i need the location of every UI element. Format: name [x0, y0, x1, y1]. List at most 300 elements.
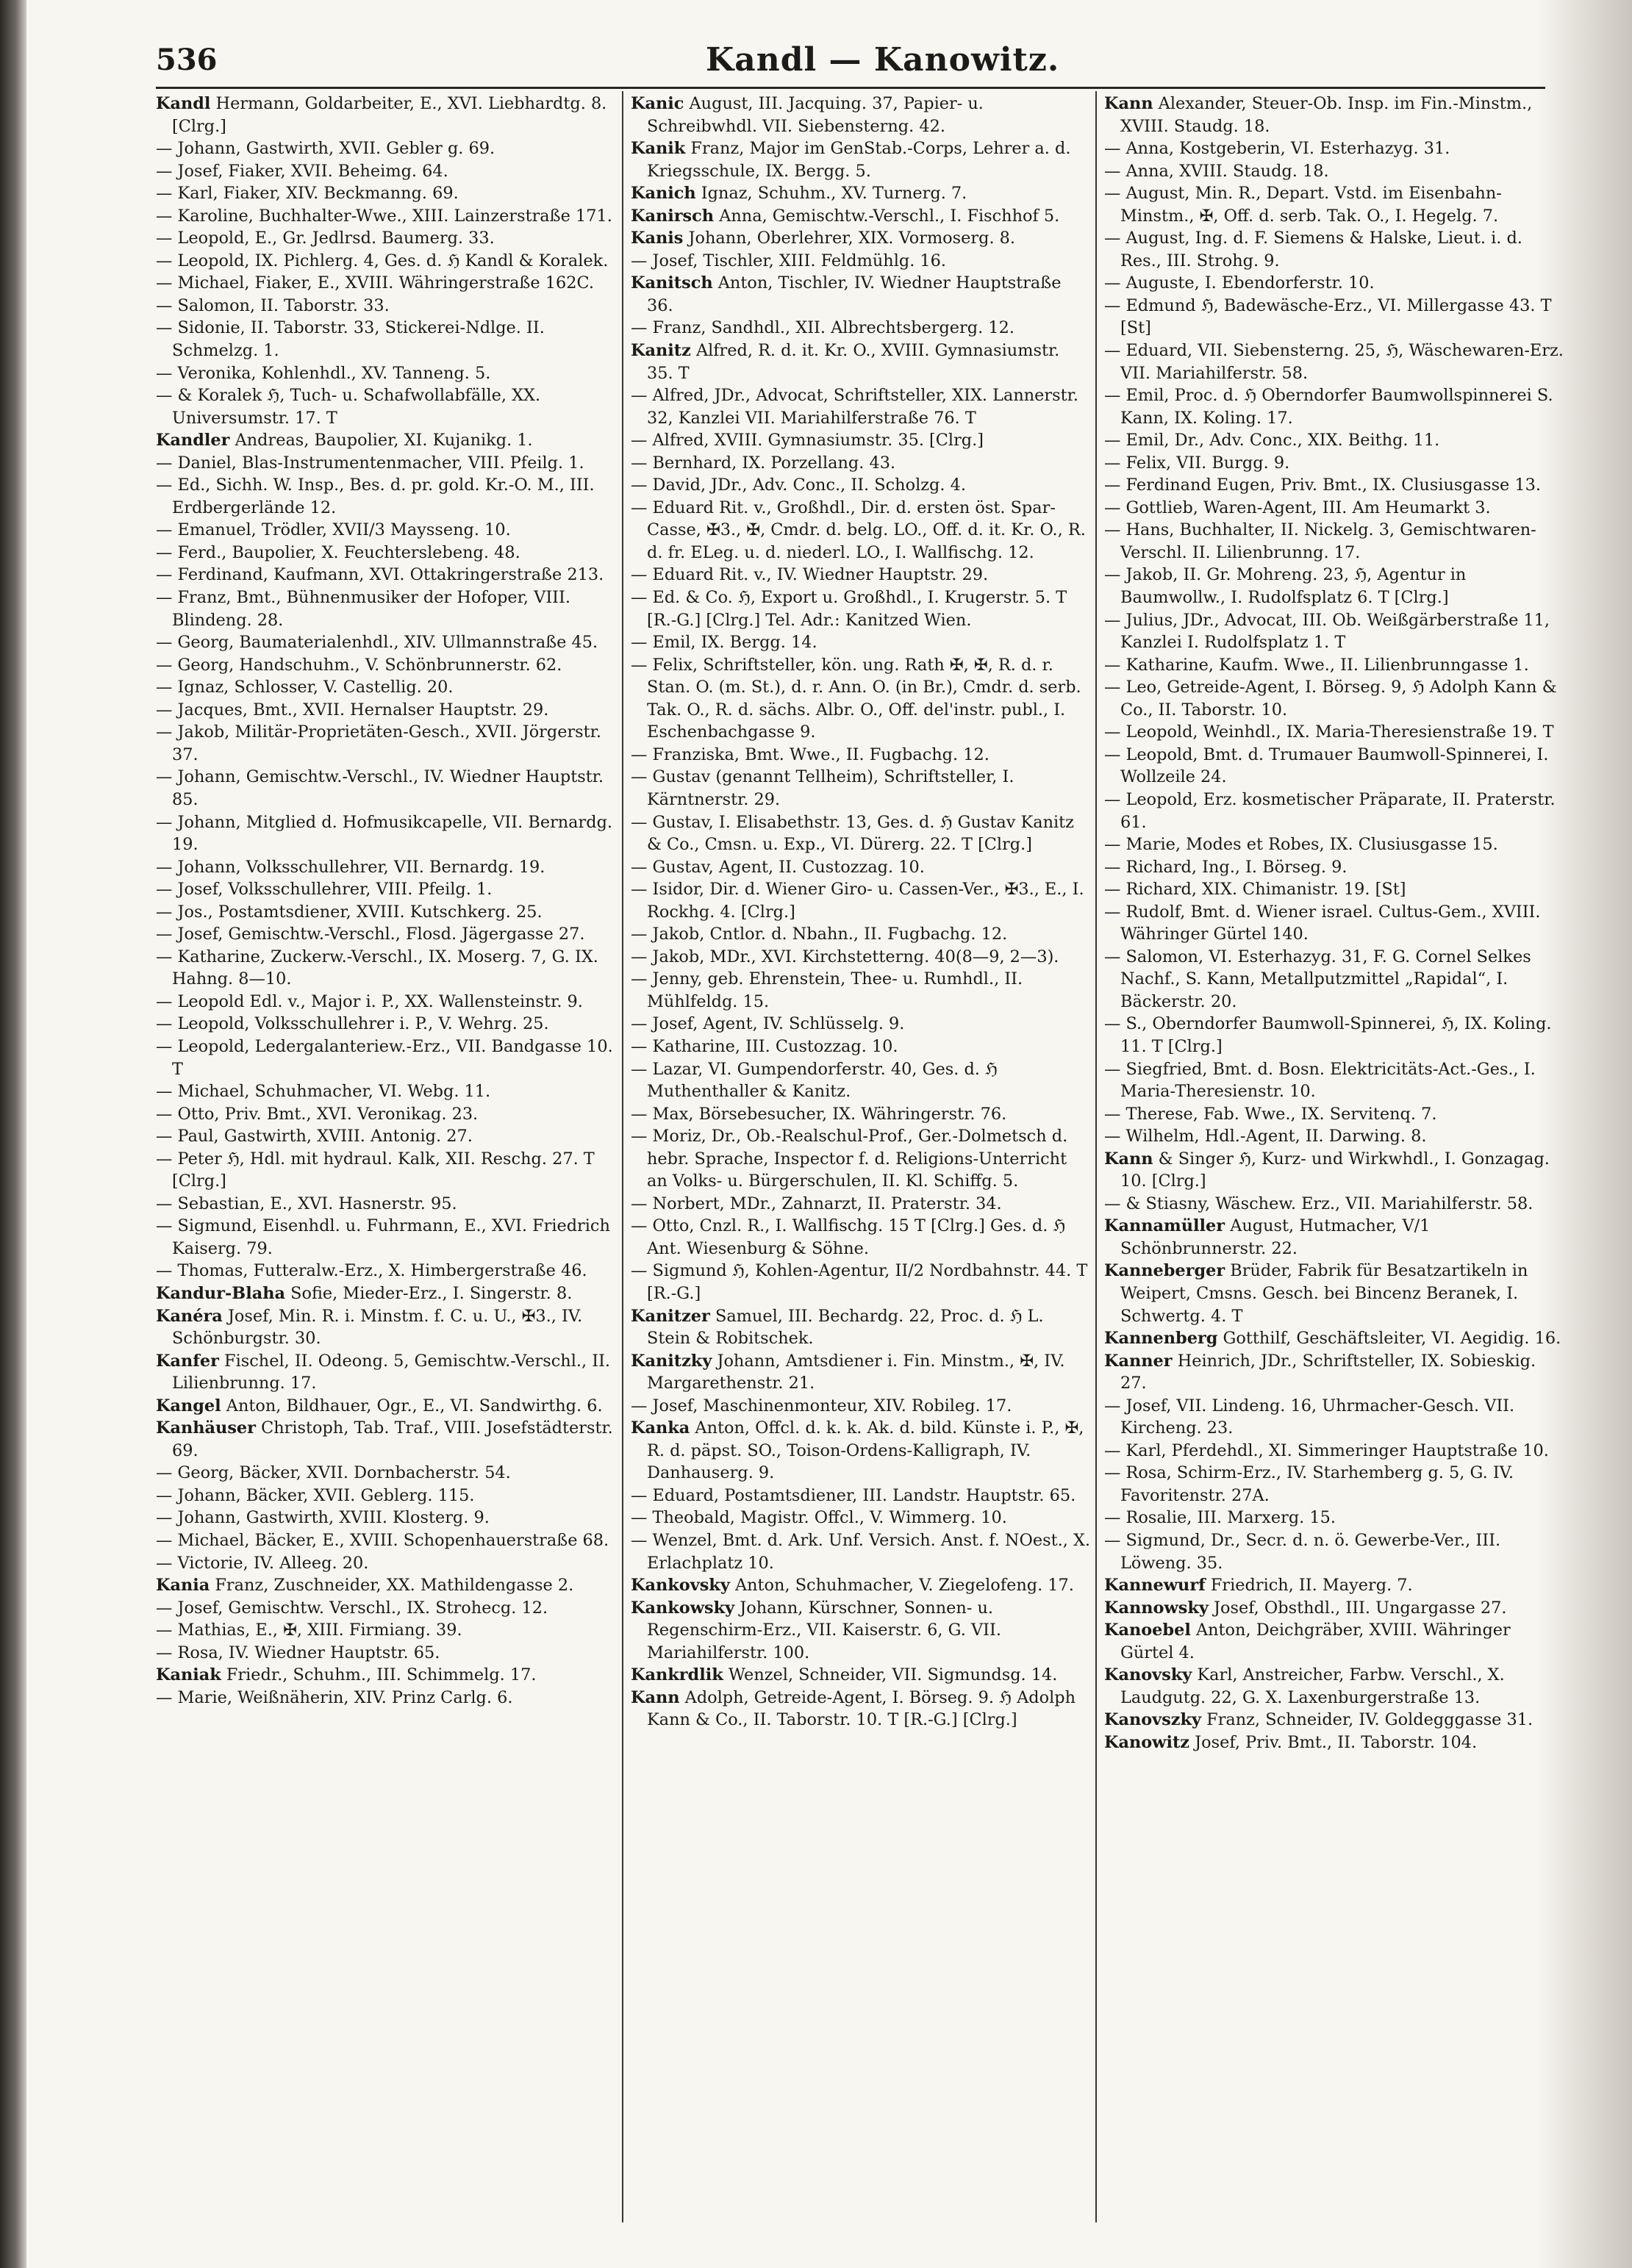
entry-text: Anna, Gemischtw.-Verschl., I. Fischhof 5. [719, 206, 1060, 226]
entry-text: — Rosa, Schirm-Erz., IV. Starhemberg g. 5, G. IV. Favoritenstr. 27A. [1104, 1463, 1514, 1505]
directory-entry [156, 1574, 616, 1597]
entry-text: August, III. Jacquing. 37, Papier- u. Schreibwhdl. VII. Siebensterng. 42. [647, 94, 984, 136]
directory-entry [156, 901, 616, 924]
directory-entry [631, 1529, 1091, 1574]
directory-entry [156, 362, 616, 385]
page-number: 536 [156, 43, 218, 77]
entry-surname: Kanic [631, 94, 684, 113]
entry-text: — Eduard, Postamtsdiener, III. Landstr. Hauptstr. 65. [631, 1485, 1076, 1505]
entry-text: — Bernhard, IX. Porzellang. 43. [631, 453, 896, 473]
directory-entry [1104, 384, 1564, 429]
directory-entry [631, 811, 1091, 856]
entry-text: Johann, Oberlehrer, XIX. Vormoserg. 8. [688, 229, 1016, 248]
directory-entry [631, 250, 1091, 273]
directory-entry [631, 856, 1091, 879]
entry-text: — Salomon, VI. Esterhazyg. 31, F. G. Cornel Selkes Nachf., S. Kann, Metallputzmittel „Rapidal“, I. Bäckerstr. 20. [1104, 947, 1531, 1011]
entry-text: — August, Ing. d. F. Siemens & Halske, Lieut. i. d. Res., III. Strohg. 9. [1104, 229, 1522, 270]
directory-entry [156, 1103, 616, 1126]
directory-entry [156, 1529, 616, 1552]
directory-entry [1104, 519, 1564, 564]
entry-text: Anton, Deichgräber, XVIII. Währinger Gürtel 4. [1120, 1621, 1511, 1662]
directory-entry [1104, 676, 1564, 721]
entry-text: — Sigmund, Dr., Secr. d. n. ö. Gewerbe-Ver., III. Löweng. 35. [1104, 1531, 1501, 1573]
directory-entry [156, 1619, 616, 1642]
entry-surname: Kannenberg [1104, 1329, 1218, 1349]
entry-text: — Jacques, Bmt., XVII. Hernalser Hauptstr. 29. [156, 700, 549, 719]
directory-entry [1104, 137, 1564, 160]
entry-text: — Marie, Weißnäherin, XIV. Prinz Carlg. 6. [156, 1687, 513, 1707]
entry-surname: Kanitz [631, 341, 691, 361]
entry-text: Christoph, Tab. Traf., VIII. Josefstädterstr. 69. [172, 1418, 613, 1460]
entry-text: — Leopold Edl. v., Major i. P., XX. Wallensteinstr. 9. [156, 991, 583, 1011]
directory-entry [156, 227, 616, 250]
entry-text: — Eduard Rit. v., IV. Wiedner Hauptstr. 29. [631, 565, 989, 585]
entry-text: — Sebastian, E., XVI. Hasnerstr. 95. [156, 1194, 457, 1213]
directory-entry [1104, 497, 1564, 520]
entry-text: Hermann, Goldarbeiter, E., XVI. Liebhardtg. 8. [Clrg.] [172, 94, 607, 136]
entry-text: Friedr., Schuhm., III. Schimmelg. 17. [226, 1665, 537, 1685]
entry-text: — Anna, XVIII. Staudg. 18. [1104, 161, 1329, 181]
running-head: Kandl — Kanowitz. [706, 41, 1060, 79]
directory-entry [631, 1664, 1091, 1687]
entry-text: Friedrich, II. Mayerg. 7. [1210, 1576, 1413, 1596]
entry-text: — Alfred, XVIII. Gymnasiumstr. 35. [Clrg.] [631, 431, 984, 451]
entry-surname: Kanis [631, 229, 684, 248]
directory-entry [631, 205, 1091, 228]
directory-entry [631, 429, 1091, 452]
directory-entry [156, 654, 616, 677]
entry-surname: Kanitsch [631, 273, 713, 293]
directory-entry [156, 699, 616, 722]
directory-entry [1104, 1395, 1564, 1440]
entry-text: — Josef, Gemischtw. Verschl., IX. Strohecg. 12. [156, 1598, 548, 1618]
entry-surname: Kaniak [156, 1665, 221, 1685]
directory-entry [631, 923, 1091, 946]
entry-surname: Kangel [156, 1396, 221, 1415]
entry-text: — Josef, Fiaker, XVII. Beheimg. 64. [156, 161, 448, 181]
entry-surname: Kannowsky [1104, 1598, 1209, 1618]
header-rule [156, 87, 1545, 89]
directory-entry [1104, 1350, 1564, 1395]
column-3 [1104, 93, 1564, 2224]
entry-text: Brüder, Fabrik für Besatzartikeln in Weipert, Cmsns. Gesch. bei Bincenz Beranek, I. Schwertg. 4. T [1120, 1261, 1528, 1326]
directory-entry [631, 1125, 1091, 1193]
directory-entry [156, 1597, 616, 1620]
directory-entry [1104, 1597, 1564, 1620]
entry-text: — Leopold, Weinhdl., IX. Maria-Theresienstraße 19. T [1104, 722, 1554, 742]
entry-surname: Kanner [1104, 1351, 1173, 1371]
entry-text: — Josef, Maschinenmonteur, XIV. Robileg. 17. [631, 1396, 1012, 1415]
entry-text: Sofie, Mieder-Erz., I. Singerstr. 8. [290, 1283, 573, 1303]
entry-surname: Kanirsch [631, 206, 715, 226]
entry-text: — Jakob, Cntlor. d. Nbahn., II. Fugbachg. 12. [631, 925, 1008, 944]
directory-entry [156, 1125, 616, 1148]
directory-entry [156, 384, 616, 429]
directory-entry [1104, 429, 1564, 452]
directory-entry [156, 205, 616, 228]
entry-text: Ignaz, Schuhm., XV. Turnerg. 7. [701, 184, 967, 204]
directory-entry [156, 878, 616, 901]
directory-entry [631, 564, 1091, 586]
entry-surname: Kanoebel [1104, 1621, 1191, 1640]
directory-entry [1104, 609, 1564, 654]
entry-text: — Leopold, Volksschullehrer i. P., V. Wehrg. 25. [156, 1014, 549, 1034]
entry-text: — Ferdinand Eugen, Priv. Bmt., IX. Clusiusgasse 13. [1104, 476, 1542, 495]
entry-text: — Felix, Schriftsteller, kön. ung. Rath ✠, ✠, R. d. r. Stan. O. (m. St.), d. r. Ann. O. (in Br.), Cmdr. d. serb. Tak. O., R. d. sächs. Albr. O., Off. del'instr. publ., I. Eschenbachgasse 9. [631, 655, 1081, 742]
entry-text: Josef, Min. R. i. Minstm. f. C. u. U., ✠3., IV. Schönburgstr. 30. [172, 1306, 583, 1349]
directory-entry [631, 744, 1091, 767]
entry-surname: Kanovsky [1104, 1665, 1192, 1685]
directory-entry [156, 1215, 616, 1260]
entry-surname: Kannamüller [1104, 1216, 1225, 1236]
directory-entry [156, 1507, 616, 1529]
entry-text: — Josef, Agent, IV. Schlüsselg. 9. [631, 1014, 905, 1034]
directory-entry [156, 272, 616, 295]
directory-entry [631, 654, 1091, 744]
directory-entry [1104, 227, 1564, 272]
entry-text: — Georg, Bäcker, XVII. Dornbacherstr. 54. [156, 1463, 511, 1483]
entry-surname: Kannewurf [1104, 1576, 1206, 1596]
directory-entry [631, 1305, 1091, 1350]
entry-text: — Karl, Fiaker, XIV. Beckmanng. 69. [156, 184, 459, 204]
directory-entry [1104, 856, 1564, 879]
entry-text: — Marie, Modes et Robes, IX. Clusiusgasse 15. [1104, 835, 1498, 855]
entry-text: Anton, Tischler, IV. Wiedner Hauptstraße 36. [647, 273, 1062, 315]
entry-text: — Rosalie, III. Marxerg. 15. [1104, 1508, 1336, 1528]
directory-entry [156, 1193, 616, 1216]
entry-text: — Anna, Kostgeberin, VI. Esterhazyg. 31. [1104, 139, 1450, 159]
entry-text: — Paul, Gastwirth, XVIII. Antonig. 27. [156, 1127, 473, 1146]
directory-entry [156, 811, 616, 856]
directory-entry [156, 1687, 616, 1709]
entry-text: — Ferdinand, Kaufmann, XVI. Ottakringerstraße 213. [156, 565, 604, 585]
entry-text: — Katharine, Zuckerw.-Verschl., IX. Moserg. 7, G. IX. Hahng. 8—10. [156, 947, 598, 989]
entry-text: — Isidor, Dir. d. Wiener Giro- u. Cassen-Ver., ✠3., E., I. Rockhg. 4. [Clrg.] [631, 880, 1084, 922]
entry-text: — Salomon, II. Taborstr. 33. [156, 295, 390, 315]
directory-entry [631, 272, 1091, 317]
entry-text: — Leopold, E., Gr. Jedlrsd. Baumerg. 33. [156, 229, 495, 248]
entry-surname: Kanitzer [631, 1306, 710, 1326]
entry-text: — Julius, JDr., Advocat, III. Ob. Weißgärberstraße 11, Kanzlei I. Rudolfsplatz 1. T [1104, 610, 1550, 653]
directory-entry [631, 227, 1091, 250]
entry-text: Anton, Schuhmacher, V. Ziegelofeng. 17. [734, 1576, 1074, 1596]
directory-entry [1104, 93, 1564, 137]
entry-text: Franz, Schneider, IV. Goldegggasse 31. [1206, 1710, 1533, 1730]
entry-text: — David, JDr., Adv. Conc., II. Scholzg. 4. [631, 476, 966, 495]
directory-entry [631, 497, 1091, 564]
directory-entry [631, 968, 1091, 1013]
entry-text: — Leopold, Erz. kosmetischer Präparate, II. Praterstr. 61. [1104, 789, 1556, 832]
entry-text: — Josef, VII. Lindeng. 16, Uhrmacher-Gesch. VII. Kircheng. 23. [1104, 1396, 1515, 1438]
directory-entry [156, 474, 616, 519]
entry-text: — Peter ℌ, Hdl. mit hydraul. Kalk, XII. Reschg. 27. T [Clrg.] [156, 1149, 595, 1191]
entry-text: — Eduard, VII. Siebensterng. 25, ℌ, Wäschewaren-Erz. VII. Mariahilferstr. 58. [1104, 341, 1564, 383]
entry-text: — Daniel, Blas-Instrumentenmacher, VIII. Pfeilg. 1. [156, 453, 584, 473]
entry-text: — Franziska, Bmt. Wwe., II. Fugbachg. 12. [631, 744, 989, 764]
entry-text: Fischel, II. Odeong. 5, Gemischtw.-Verschl., II. Lilienbrunng. 17. [172, 1351, 611, 1393]
directory-entry [631, 93, 1091, 137]
entry-text: — Ed. & Co. ℌ, Export u. Großhdl., I. Krugerstr. 5. T [R.-G.] [Clrg.] Tel. Adr.: Kanitzed Wien. [631, 588, 1067, 630]
directory-entry [631, 1013, 1091, 1036]
entry-text: — Alfred, JDr., Advocat, Schriftsteller, XIX. Lannerstr. 32, Kanzlei VII. Mariahilferstraße 76. T [631, 386, 1078, 428]
entry-text: — August, Min. R., Depart. Vstd. im Eisenbahn-Minstm., ✠, Off. d. serb. Tak. O., I. Hegelg. 7. [1104, 184, 1502, 226]
entry-text: Alexander, Steuer-Ob. Insp. im Fin.-Minstm., XVIII. Staudg. 18. [1120, 94, 1533, 136]
entry-text: — Gottlieb, Waren-Agent, III. Am Heumarkt 3. [1104, 498, 1491, 517]
entry-text: Karl, Anstreicher, Farbw. Verschl., X. Laudgutg. 22, G. X. Laxenburgerstraße 13. [1120, 1665, 1505, 1707]
directory-entry [156, 295, 616, 317]
column-2 [631, 93, 1091, 2224]
directory-entry [1104, 901, 1564, 946]
directory-entry [156, 519, 616, 542]
entry-surname: Kanneberger [1104, 1261, 1225, 1281]
entry-text: — Johann, Volksschullehrer, VII. Bernardg. 19. [156, 857, 545, 877]
directory-entry [631, 474, 1091, 497]
directory-entry [631, 340, 1091, 384]
entry-text: — Leopold, Bmt. d. Trumauer Baumwoll-Spinnerei, I. Wollzeile 24. [1104, 744, 1549, 787]
entry-text: — Katharine, Kaufm. Wwe., II. Lilienbrunngasse 1. [1104, 655, 1529, 675]
directory-entry [631, 631, 1091, 654]
column-divider [622, 91, 623, 2222]
directory-entry [156, 317, 616, 362]
entry-text: — Leopold, Ledergalanteriew.-Erz., VII. Bandgasse 10. T [156, 1036, 613, 1079]
entry-surname: Kann [1104, 1149, 1153, 1169]
entry-text: — Edmund ℌ, Badewäsche-Erz., VI. Millergasse 43. T [St] [1104, 295, 1552, 338]
entry-text: Josef, Obsthdl., III. Ungargasse 27. [1214, 1598, 1507, 1618]
entry-text: — Sigmund ℌ, Kohlen-Agentur, II/2 Nordbahnstr. 44. T [R.-G.] [631, 1261, 1088, 1303]
entry-text: — Ferd., Baupolier, X. Feuchterslebeng. 48. [156, 542, 520, 562]
directory-entry [1104, 1058, 1564, 1103]
directory-entry [156, 160, 616, 183]
entry-text: — Leo, Getreide-Agent, I. Börseg. 9, ℌ Adolph Kann & Co., II. Taborstr. 10. [1104, 678, 1557, 719]
entry-text: — Georg, Baumaterialenhdl., XIV. Ullmannstraße 45. [156, 633, 598, 653]
directory-entry [1104, 564, 1564, 609]
directory-entry [1104, 1731, 1564, 1754]
directory-entry [156, 1305, 616, 1350]
entry-text: Samuel, III. Bechardg. 22, Proc. d. ℌ L. Stein & Robitschek. [647, 1306, 1044, 1349]
entry-text: — Emil, IX. Bergg. 14. [631, 633, 817, 653]
entry-text: & Singer ℌ, Kurz- und Wirkwhdl., I. Gonzagag. 10. [Clrg.] [1120, 1149, 1550, 1191]
directory-entry [1104, 1103, 1564, 1126]
directory-entry [156, 1013, 616, 1036]
directory-entry [631, 1260, 1091, 1305]
entry-text: — Moriz, Dr., Ob.-Realschul-Prof., Ger.-Dolmetsch d. hebr. Sprache, Inspector f. d. Religions-Unterricht an Volks- u. Bürgerschulen, II. Kl. Schiffg. 5. [631, 1127, 1068, 1191]
directory-entry [631, 384, 1091, 429]
entry-text: August, Hutmacher, V/1 Schönbrunnerstr. 22. [1120, 1216, 1431, 1258]
entry-text: Adolph, Getreide-Agent, I. Börseg. 9. ℌ Adolph Kann & Co., II. Taborstr. 10. T [R.-G.] [Clrg.] [647, 1687, 1076, 1730]
directory-entry [156, 1664, 616, 1687]
entry-text: — Mathias, E., ✠, XIII. Firmiang. 39. [156, 1621, 462, 1640]
directory-entry [1104, 1709, 1564, 1731]
directory-entry [631, 1103, 1091, 1126]
entry-surname: Kanich [631, 184, 696, 204]
directory-entry [156, 564, 616, 586]
entry-text: — Otto, Cnzl. R., I. Wallfischg. 15 T [Clrg.] Ges. d. ℌ Ant. Wiesenburg & Söhne. [631, 1216, 1066, 1258]
entry-surname: Kandler [156, 431, 230, 451]
entry-text: — Gustav, I. Elisabethstr. 13, Ges. d. ℌ Gustav Kanitz & Co., Cmsn. u. Exp., VI. Dürerg. 22. T [Clrg.] [631, 812, 1074, 855]
directory-entry [1104, 721, 1564, 744]
entry-text: — Wilhelm, Hdl.-Agent, II. Darwing. 8. [1104, 1127, 1427, 1146]
directory-entry [1104, 833, 1564, 856]
directory-entry [1104, 474, 1564, 497]
entry-text: Alfred, R. d. it. Kr. O., XVIII. Gymnasiumstr. 35. T [647, 341, 1060, 383]
entry-text: Anton, Bildhauer, Ogr., E., VI. Sandwirthg. 6. [226, 1396, 603, 1415]
entry-text: — Johann, Gemischtw.-Verschl., IV. Wiedner Hauptstr. 85. [156, 767, 604, 809]
entry-text: — Veronika, Kohlenhdl., XV. Tanneng. 5. [156, 363, 491, 383]
entry-text: — Hans, Buchhalter, II. Nickelg. 3, Gemischtwaren-Verschl. II. Lilienbrunng. 17. [1104, 520, 1536, 562]
entry-text: — Emanuel, Trödler, XVII/3 Maysseng. 10. [156, 520, 511, 540]
entry-surname: Kankovsky [631, 1576, 730, 1596]
entry-text: — Theobald, Magistr. Offcl., V. Wimmerg. 10. [631, 1508, 1007, 1528]
entry-text: Franz, Zuschneider, XX. Mathildengasse 2. [215, 1576, 574, 1596]
entry-text: — Richard, XIX. Chimanistr. 19. [St] [1104, 880, 1406, 900]
directory-entry [631, 317, 1091, 340]
directory-entry [631, 1036, 1091, 1058]
entry-text: — Jakob, Militär-Proprietäten-Gesch., XVII. Jörgerstr. 37. [156, 722, 602, 764]
entry-text: — Siegfried, Bmt. d. Bosn. Elektricitäts-Act.-Ges., I. Maria-Theresienstr. 10. [1104, 1059, 1536, 1102]
directory-entry [1104, 1260, 1564, 1327]
directory-entry [156, 250, 616, 273]
entry-surname: Kanik [631, 139, 686, 159]
entry-text: — Karl, Pferdehdl., XI. Simmeringer Hauptstraße 10. [1104, 1440, 1549, 1460]
directory-entry [156, 923, 616, 946]
entry-text: — Therese, Fab. Wwe., IX. Servitenq. 7. [1104, 1104, 1437, 1124]
directory-entry [1104, 654, 1564, 677]
directory-entry [156, 137, 616, 160]
directory-entry [631, 766, 1091, 811]
entry-text: — Josef, Volksschullehrer, VIII. Pfeilg. 1. [156, 880, 493, 900]
entry-text: Johann, Kürschner, Sonnen- u. Regenschirm-Erz., VII. Kaiserstr. 6, G. VII. Mariahilferstr. 100. [647, 1598, 1001, 1662]
directory-entry [631, 452, 1091, 475]
entry-text: — Johann, Bäcker, XVII. Geblerg. 115. [156, 1485, 475, 1505]
entry-text: — Max, Börsebesucher, IX. Währingerstr. 76. [631, 1104, 1007, 1124]
entry-text: — Thomas, Futteralw.-Erz., X. Himbergerstraße 46. [156, 1261, 587, 1281]
entry-surname: Kanovszky [1104, 1710, 1202, 1730]
entry-text: — Leopold, IX. Pichlerg. 4, Ges. d. ℌ Kandl & Koralek. [156, 251, 609, 270]
directory-entry [1104, 1193, 1564, 1216]
directory-entry [1104, 272, 1564, 295]
directory-entry [156, 182, 616, 205]
entry-text: — Emil, Proc. d. ℌ Oberndorfer Baumwollspinnerei S. Kann, IX. Koling. 17. [1104, 386, 1553, 428]
entry-surname: Kandur-Blaha [156, 1283, 285, 1303]
directory-entry [156, 1417, 616, 1462]
directory-entry [156, 1395, 616, 1418]
directory-entry [631, 946, 1091, 969]
entry-text: — & Stiasny, Wäschew. Erz., VII. Mariahilferstr. 58. [1104, 1194, 1533, 1213]
entry-text: — Josef, Tischler, XIII. Feldmühlg. 16. [631, 251, 947, 270]
entry-text: — & Koralek ℌ, Tuch- u. Schafwollabfälle, XX. Universumstr. 17. T [156, 386, 541, 428]
directory-entry [1104, 946, 1564, 1013]
entry-surname: Kanitzky [631, 1351, 712, 1371]
directory-entry [1104, 1013, 1564, 1058]
directory-entry [1104, 1619, 1564, 1664]
directory-entry [156, 631, 616, 654]
entry-text: — Sigmund, Eisenhdl. u. Fuhrmann, E., XVI. Friedrich Kaiserg. 79. [156, 1216, 610, 1258]
directory-entry [631, 1597, 1091, 1665]
entry-text: — Johann, Gastwirth, XVIII. Klosterg. 9. [156, 1508, 490, 1528]
entry-surname: Kann [1104, 94, 1153, 113]
entry-text: Wenzel, Schneider, VII. Sigmundsg. 14. [728, 1665, 1058, 1685]
directory-entry [156, 1282, 616, 1305]
directory-entry [156, 1642, 616, 1665]
entry-text: — Rosa, IV. Wiedner Hauptstr. 65. [156, 1643, 440, 1662]
entry-text: — Victorie, IV. Alleeg. 20. [156, 1553, 369, 1573]
entry-text: — Johann, Gastwirth, XVII. Gebler g. 69. [156, 139, 495, 159]
entry-text: — Lazar, VI. Gumpendorferstr. 40, Ges. d. ℌ Muthenthaller & Kanitz. [631, 1059, 998, 1102]
entry-surname: Kanowitz [1104, 1732, 1190, 1752]
directory-entry [156, 429, 616, 452]
directory-entry [156, 1148, 616, 1193]
entry-text: Gotthilf, Geschäftsleiter, VI. Aegidig. 16. [1223, 1329, 1561, 1349]
entry-text: Andreas, Baupolier, XI. Kujanikg. 1. [235, 431, 533, 451]
entry-text: Franz, Major im GenStab.-Corps, Lehrer a. d. Kriegsschule, IX. Bergg. 5. [647, 139, 1071, 181]
entry-surname: Kanhäuser [156, 1418, 256, 1438]
directory-entry [1104, 1215, 1564, 1260]
entry-text: — Wenzel, Bmt. d. Ark. Unf. Versich. Anst. f. NOest., X. Erlachplatz 10. [631, 1531, 1091, 1573]
entry-text: — Johann, Mitglied d. Hofmusikcapelle, VII. Bernardg. 19. [156, 812, 613, 855]
directory-entry [631, 1507, 1091, 1529]
column-divider [1095, 91, 1097, 2222]
entry-text: — Michael, Bäcker, E., XVIII. Schopenhauerstraße 68. [156, 1531, 609, 1550]
entry-text: — Emil, Dr., Adv. Conc., XIX. Beithg. 11. [1104, 431, 1440, 451]
entry-surname: Kania [156, 1576, 210, 1596]
directory-entry [1104, 1664, 1564, 1709]
entry-surname: Kankowsky [631, 1598, 735, 1618]
directory-entry [1104, 789, 1564, 833]
directory-entry [156, 1036, 616, 1080]
directory-entry [156, 991, 616, 1013]
entry-text: — Auguste, I. Ebendorferstr. 10. [1104, 273, 1375, 293]
entry-text: — Felix, VII. Burgg. 9. [1104, 453, 1290, 473]
directory-entry [631, 182, 1091, 205]
directory-entry [156, 1350, 616, 1395]
directory-entry [1104, 1574, 1564, 1597]
entry-text: — Jenny, geb. Ehrenstein, Thee- u. Rumhdl., II. Mühlfeldg. 15. [631, 969, 1023, 1011]
directory-entry [631, 1215, 1091, 1260]
entry-text: — Gustav (genannt Tellheim), Schriftsteller, I. Kärntnerstr. 29. [631, 767, 1014, 809]
entry-text: — Michael, Fiaker, E., XVIII. Währingerstraße 162C. [156, 273, 594, 293]
directory-entry [156, 676, 616, 699]
entry-surname: Kann [631, 1687, 680, 1707]
directory-entry [156, 542, 616, 564]
directory-entry [1104, 452, 1564, 475]
directory-entry [1104, 1327, 1564, 1350]
entry-text: — S., Oberndorfer Baumwoll-Spinnerei, ℌ, IX. Koling. 11. T [Clrg.] [1104, 1014, 1552, 1056]
directory-entry [156, 946, 616, 991]
entry-surname: Kanéra [156, 1306, 223, 1326]
book-spine-shadow [0, 0, 26, 2268]
entry-text: — Josef, Gemischtw.-Verschl., Flosd. Jägergasse 27. [156, 925, 585, 944]
entry-text: Johann, Amtsdiener i. Fin. Minstm., ✠, IV. Margarethenstr. 21. [647, 1351, 1065, 1393]
entry-text: Josef, Priv. Bmt., II. Taborstr. 104. [1195, 1732, 1478, 1752]
entry-surname: Kankrdlik [631, 1665, 723, 1685]
directory-entry [156, 1260, 616, 1282]
entry-text: — Jos., Postamtsdiener, XVIII. Kutschkerg. 25. [156, 902, 543, 922]
entry-text: — Franz, Sandhdl., XII. Albrechtsbergerg. 12. [631, 318, 1014, 338]
entry-text: — Michael, Schuhmacher, VI. Webg. 11. [156, 1082, 491, 1102]
entry-text: — Rudolf, Bmt. d. Wiener israel. Cultus-Gem., XVIII. Währinger Gürtel 140. [1104, 902, 1541, 944]
entry-text: — Eduard Rit. v., Großhdl., Dir. d. ersten öst. Spar-Casse, ✠3., ✠, Cmdr. d. belg. LO., Off. d. it. Kr. O., R. d. fr. ELeg. u. d. niederl. LO., I. Wallfischg. 12. [631, 498, 1086, 562]
directory-entry [631, 1395, 1091, 1418]
directory-entry [156, 721, 616, 766]
directory-entry [631, 878, 1091, 923]
entry-surname: Kanfer [156, 1351, 219, 1371]
directory-entry [1104, 1125, 1564, 1148]
directory-entry [156, 1462, 616, 1485]
entry-text: — Sidonie, II. Taborstr. 33, Stickerei-Ndlge. II. Schmelzg. 1. [156, 318, 545, 361]
directory-entry [1104, 1529, 1564, 1574]
directory-entry [1104, 340, 1564, 384]
entry-text: — Richard, Ing., I. Börseg. 9. [1104, 857, 1348, 877]
